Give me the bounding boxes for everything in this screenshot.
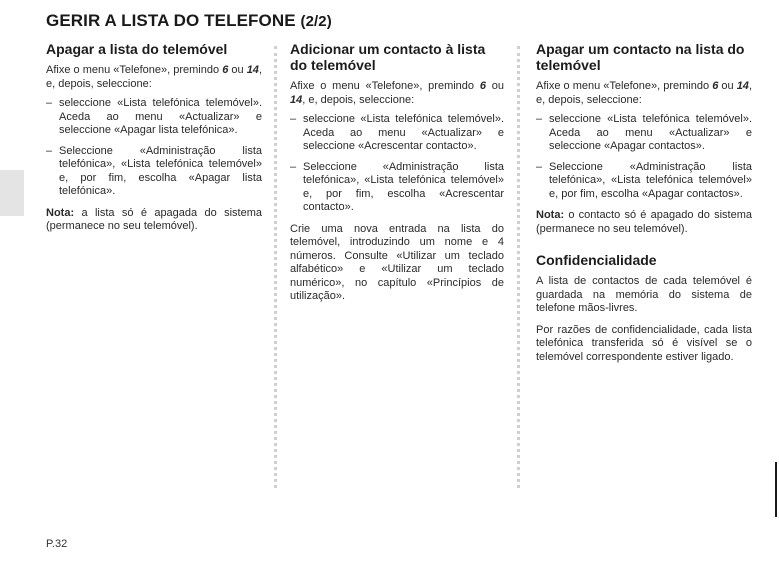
section-delete-contact bbox=[536, 41, 752, 372]
page-title bbox=[46, 11, 332, 31]
step-list bbox=[536, 113, 752, 201]
note-label: Nota: bbox=[536, 209, 565, 221]
step-list bbox=[290, 113, 504, 215]
section-delete-list bbox=[46, 41, 262, 242]
intro-text: , e, depois, seleccione: bbox=[302, 93, 415, 106]
intro-text: Afixe o menu «Telefone», premindo bbox=[290, 80, 480, 92]
body-paragraph: Por razões de confidencialidade, cada lista telefónica transferida só é visível se o telemóvel correspondente estiver ligado. bbox=[536, 323, 752, 363]
step-item: – Seleccione «Administração lista telefónica», «Lista telefónica telemóvel» e, por fim, escolha «Apagar lista telefónica». bbox=[46, 145, 262, 199]
intro-text: ou bbox=[718, 80, 737, 92]
page-title-suffix: (2/2) bbox=[300, 13, 332, 30]
note-label: Nota: bbox=[46, 206, 75, 219]
column-divider-2 bbox=[517, 46, 520, 488]
edge-mark bbox=[775, 462, 777, 517]
step-list bbox=[46, 97, 262, 199]
section-heading: Adicionar um contacto à lista do telemóvel bbox=[290, 41, 486, 73]
intro-paragraph bbox=[290, 80, 504, 107]
page-title-text: GERIR A LISTA DO TELEFONE bbox=[46, 11, 296, 30]
section-heading: Apagar a lista do telemóvel bbox=[46, 41, 228, 57]
body-paragraph: A lista de contactos de cada telemóvel é guardada na memória do sistema de telefone mãos-livres. bbox=[536, 275, 752, 314]
intro-text: , e, depois, seleccione: bbox=[536, 80, 752, 106]
column-divider-1 bbox=[274, 46, 277, 488]
intro-text: Afixe o menu «Telefone», premindo bbox=[536, 80, 713, 92]
intro-text: Afixe o menu «Telefone», premindo bbox=[46, 64, 223, 76]
key-14: 14 bbox=[736, 80, 749, 92]
body-paragraph: Crie uma nova entrada na lista do telemóvel, introduzindo um nome e 4 números. Consulte «Utilizar um teclado alfabético» e «Utilizar um teclado numérico», no capítulo «Princípios de utilização». bbox=[290, 222, 504, 302]
key-14: 14 bbox=[290, 93, 303, 106]
section-heading: Apagar um contacto na lista do telemóvel bbox=[536, 41, 745, 73]
key-6: 6 bbox=[712, 80, 719, 92]
intro-paragraph bbox=[46, 64, 262, 91]
step-item: – Seleccione «Administração lista telefónica», «Lista telefónica telemóvel» e, por fim, escolha «Acrescentar contacto». bbox=[290, 161, 504, 215]
intro-text: , e, depois, seleccione: bbox=[46, 64, 262, 90]
key-6: 6 bbox=[479, 80, 486, 92]
intro-paragraph bbox=[536, 80, 752, 107]
intro-text: ou bbox=[228, 64, 247, 76]
step-item: – Seleccione «Administração lista telefónica», «Lista telefónica telemóvel» e, por fim, escolha «Apagar contactos». bbox=[536, 161, 752, 202]
note-text: a lista só é apagada do sistema (permanece no seu telemóvel). bbox=[46, 206, 262, 232]
key-14: 14 bbox=[246, 64, 259, 76]
note-text: o contacto só é apagado do sistema (permanece no seu telemóvel). bbox=[536, 209, 752, 235]
step-item: – seleccione «Lista telefónica telemóvel». Aceda ao menu «Actualizar» e seleccione «Apagar lista telefónica». bbox=[46, 97, 262, 138]
section-heading-confidentiality: Confidencialidade bbox=[536, 252, 657, 268]
page-number: P.32 bbox=[46, 538, 68, 550]
thumb-tab-marker bbox=[0, 170, 24, 216]
key-6: 6 bbox=[222, 64, 229, 76]
step-item: – seleccione «Lista telefónica telemóvel». Aceda ao menu «Actualizar» e seleccione «Acrescentar contacto». bbox=[290, 113, 504, 154]
step-item: – seleccione «Lista telefónica telemóvel». Aceda ao menu «Actualizar» e seleccione «Apagar contactos». bbox=[536, 113, 752, 154]
note bbox=[536, 209, 752, 236]
section-add-contact bbox=[290, 41, 504, 312]
intro-text: ou bbox=[485, 80, 505, 92]
note bbox=[46, 207, 262, 234]
